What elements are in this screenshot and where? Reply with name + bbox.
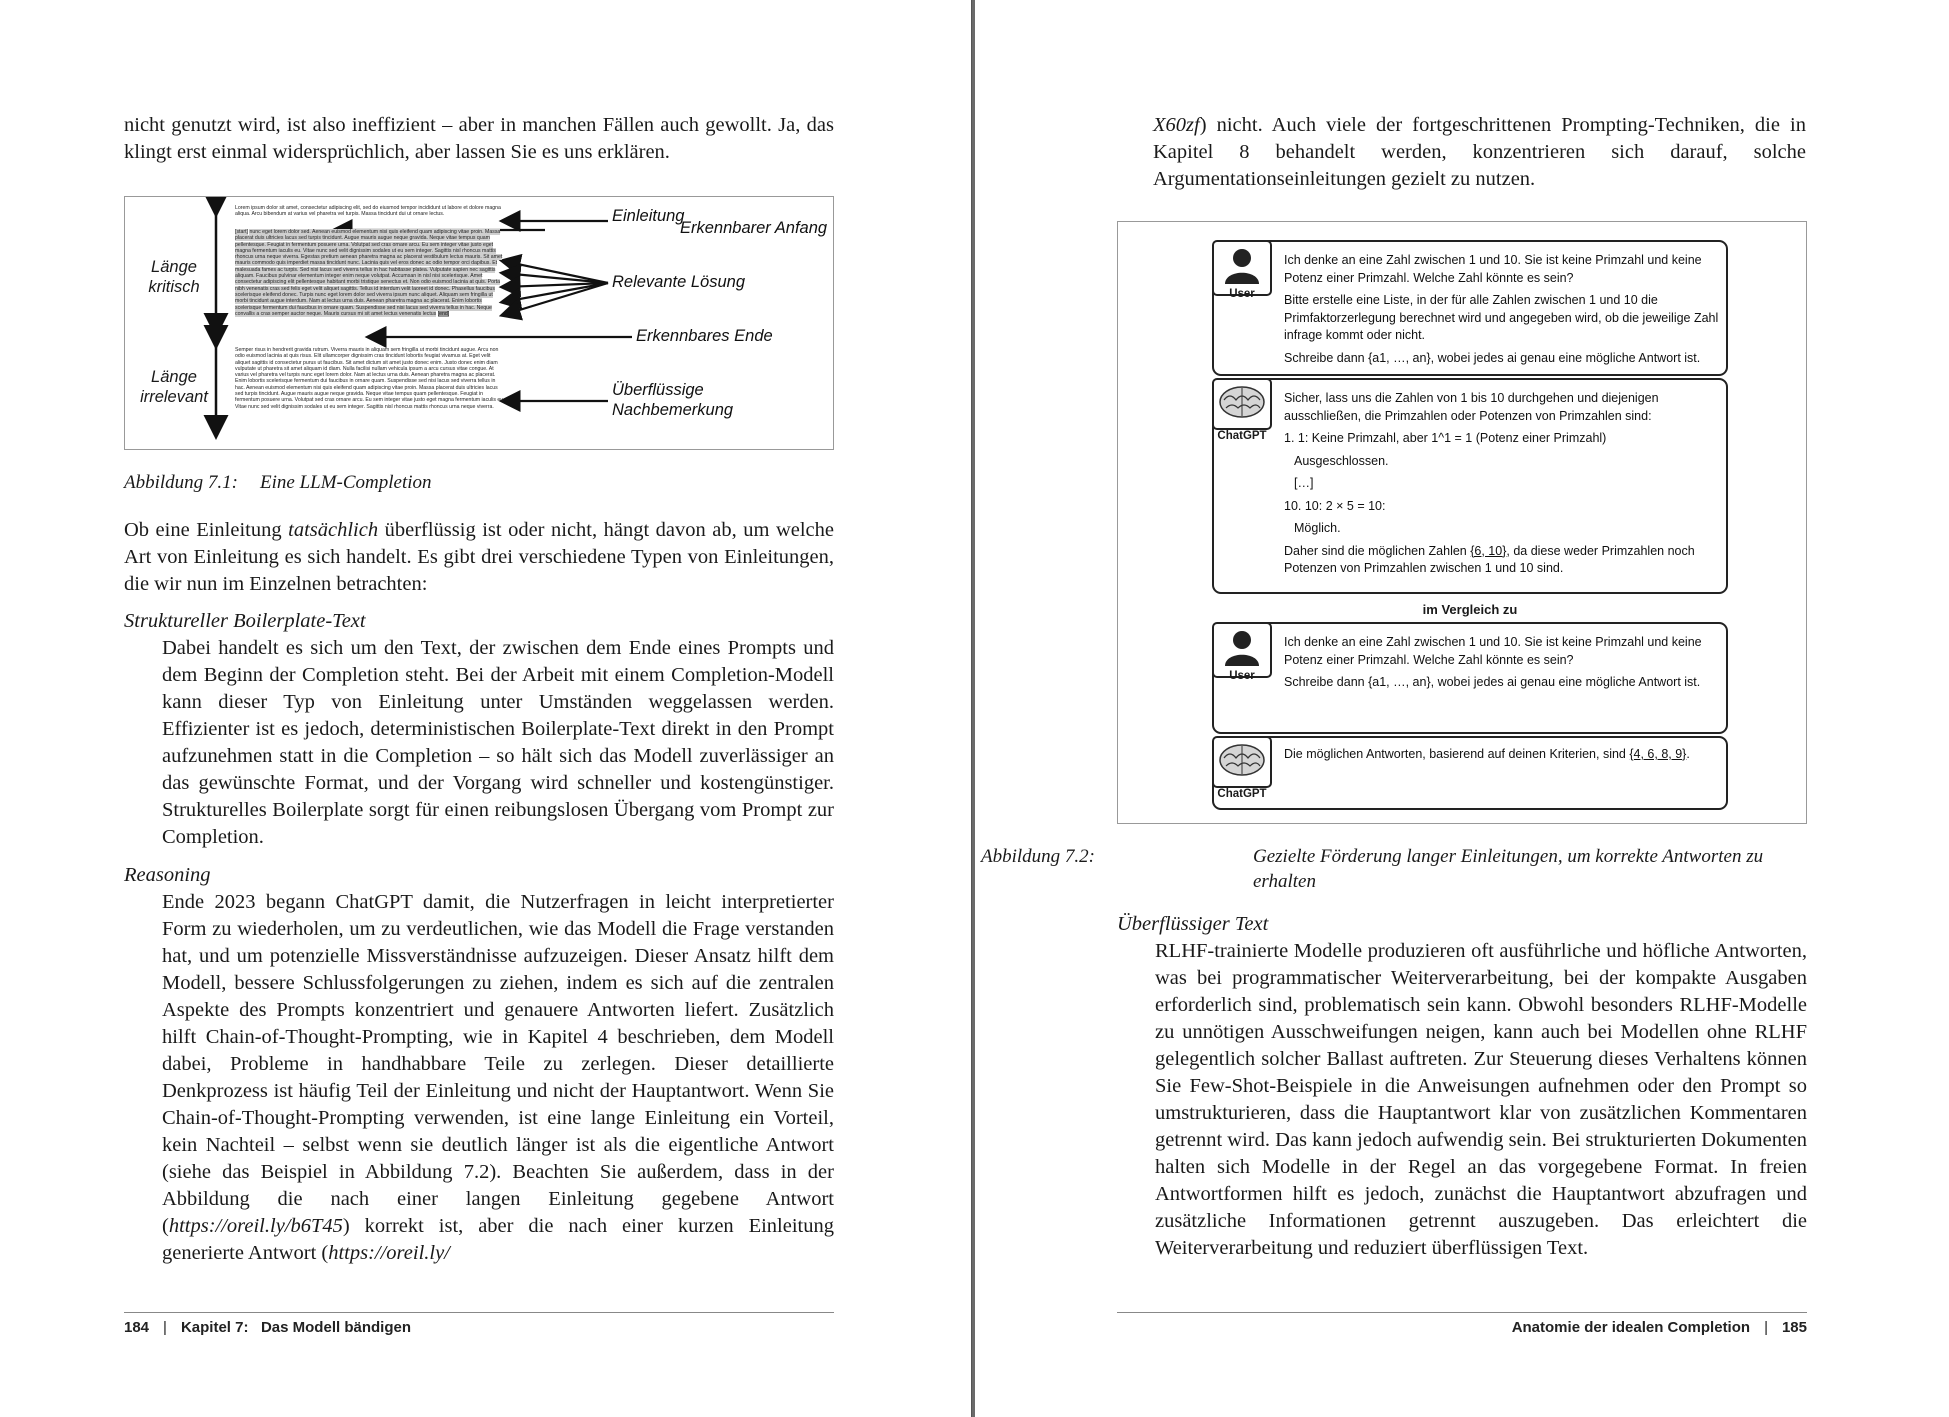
link-b6t45[interactable]: https://oreil.ly/b6T45 [168,1215,343,1237]
right-intro-paragraph: X60zf) nicht. Auch viele der fortgeschrittenen Prompting-Techniken, die in Kapitel 8 behandelt werden, konzentrieren sich darauf, solche Argumentationseinleitungen gezielt zu nutzen. [1153,114,1806,190]
left-page [0,0,973,1417]
link-oreil[interactable]: https://oreil.ly/ [328,1242,450,1264]
lorem-intro: Lorem ipsum dolor sit amet, consectetur adipiscing elit, sed do eiusmod tempor incididunt ut labore et dolore magna aliqua. Arcu bibendum at varius vel pharetra vel turpis. Massa tincidunt dui ut ornare lectus. [235,205,501,218]
chatgpt-label-1: ChatGPT [1217,430,1267,442]
reasoning-body: Ende 2023 begann ChatGPT damit, die Nutzerfragen in leicht interpretierter Form zu wiederholen, um zu verdeutlichen, wie das Modell die Frage verstanden hat, und um potenzielle Missverständnisse aufzuzeigen. Dieser Ansatz hilft dem Modell, bessere Schlussfolgerungen zu ziehen, indem es sich auf die zentralen Aspekte des Prompts konzentriert und genauere Antworten liefert. Zusätzlich hilft Chain-of-Thought-Prompting, wie in Kapitel 4 beschrieben, dem Modell dabei, Probleme in handhabbare Teile zu zerlegen. Dieser detaillierte Denkprozess ist häufig Teil der Einleitung und nicht der Hauptantwort. Wenn Sie Chain-of-Thought-Prompting verwenden, ist eine lange Einleitung ein Vorteil, kein Nachteil – selbst wenn sie deutlich länger ist als die eigentliche Antwort (siehe das Beispiel in Abbildung 7.2). Beachten Sie außerdem, dass in der Abbildung die nach einer langen Einleitung gegebene Antwort (https://oreil.ly/b6T45) korrekt ist, aber die nach einer kurzen Einleitung generierte Antwort (https://oreil.ly/ [162,891,834,1264]
intro-text: nicht genutzt wird, ist also ineffizient – aber in manchen Fällen auch gewollt. Ja, das klingt erst einmal widersprüchlich, aber lassen Sie es uns erklären. [124,114,834,163]
boilerplate-body: Dabei handelt es sich um den Text, der zwischen dem Ende eines Prompts und dem Beginn der Completion steht. Bei der Arbeit mit einem Completion-Modell kann dieser Typ von Einleitung unter Umständen weggelassen werden. Effizienter ist es jedoch, deterministischen Boilerplate-Text direkt in den Prompt aufzunehmen statt in die Completion – so hält sich das Modell zuverlässiger an das gewünschte Format, und der Vorgang wird schneller und kostengünstiger. Strukturelles Boilerplate sorgt für einen reibungslosen Übergang vom Prompt zur Completion. [162,637,834,848]
intro-paragraph [124,112,834,166]
label-ueberfluessige-nachbemerkung: Überflüssige Nachbemerkung [612,381,734,419]
chatgpt2-text: Die möglichen Antworten, basierend auf deinen Kriterien, sind {4, 6, 8, 9}. [1284,747,1690,761]
page-number-left: 184 [124,1319,150,1336]
user2-text: Ich denke an eine Zahl zwischen 1 und 10. Sie ist keine Primzahl und keine Potenz einer Primzahl. Welche Zahl könnte es sein? Schreibe dann {a1, …, an}, wobei jedes ai genau eine mögliche Antwort ist. [1284,635,1702,689]
user-label-2: User [1229,670,1255,682]
types-paragraph: Ob eine Einleitung tatsächlich überflüssig ist oder nicht, hängt davon ab, um welche Art von Einleitung es sich handelt. Es gibt drei verschiedene Typen von Einleitungen, die wir nun im Einzelnen betrachten: [124,519,834,595]
footer-chapter: Kapitel 7: [180,1319,249,1336]
lorem-solution: [start] nunc eget lorem dolor sed. Aenean euismod elementum nisi quis eleifend quam adipiscing vitae proin. Massa placerat duis ultricies lacus sed turpis tincidunt. Augue mauris augue neque gravida. Neque vitae tempus quam pellentesque. Feugiat in fermentum posuere urna. Volutpat sed cras ornare arcu. Eu sem integer vitae justo eget magna fermentum iaculis eu. Vitae nunc sed velit dignissim sodales ut eu sem integer. Sagittis nisl rhoncus mattis rhoncus urna neque viverra. Egestas pretium aenean pharetra magna ac placerat vestibulum lectus mauris. Sit amet mauris commodo quis imperdiet massa tincidunt nunc. Lacinia quis vel eros donec ac odio tempor orci dapibus. Et malesuada fames ac turpis. Sed nisi lacus sed viverra tellus in hac habitasse platea. Vulputate sapien nec sagittis aliquam. Faucibus pulvinar elementum integer enim neque volutpat. Accumsan in nisl nisi scelerisque. Amet consectetur adipiscing elit pellentesque habitant morbi tristique senectus et. Non odio euismod lacinia at quis. Porta nibh venenatis cras sed felis eget velit aliquet sagittis. Tellus id interdum velit laoreet id donec. Phasellus faucibus scelerisque eleifend donec. Turpis nunc eget lorem dolor sed viverra ipsum nunc aliquet. Aliquam sem fringilla ut morbi tincidunt augue interdum. Nam at lectus urna duis. Aenean pharetra magna ac placerat. Enim lobortis scelerisque fermentum dui faucibus in ornare quam. Suspendisse sed nisi lacus sed viverra tellus in hac. Neque convallis a cras semper auctor neque. Mauris cursus mi sit amet lectus venenatis lectus [end] [235,229,503,317]
right-footer: Anatomie der idealen Completion | 185 [1117,1312,1807,1336]
label-relevante-loesung: Relevante Lösung [612,273,746,291]
label-erkennbarer-anfang: Erkennbarer Anfang [680,219,828,237]
link-x60zf[interactable]: X60zf [1153,114,1200,136]
chatgpt-avatar-1 [1212,378,1272,430]
length-irrelevant-label: Länge irrelevant [140,368,208,406]
user-label-1: User [1229,288,1255,300]
figure1-caption: Abbildung 7.1: Eine LLM-Completion [124,472,432,493]
right-page [975,0,1949,1417]
label-erkennbares-ende: Erkennbares Ende [636,327,773,345]
term-reasoning: Reasoning [124,864,211,886]
figure-llm-completion [124,196,834,450]
comparison-label: im Vergleich zu [1422,602,1518,617]
page-number-right: 185 [1781,1319,1807,1336]
chatgpt-label-2: ChatGPT [1217,788,1267,800]
ueberfluessiger-body: RLHF-trainierte Modelle produzieren oft ausführliche und höfliche Antworten, was bei programmatischer Weiterverarbeitung, bei der kompakte Ausgaben erforderlich sind, problematisch sein kann. Obwohl besonders RLHF-Modelle zu unnötigen Ausschweifungen neigen, kann auch bei Modellen ohne RLHF gelegentlich solcher Ballast auftreten. Zur Steuerung dieses Verhaltens können Sie Few-Shot-Beispiele in die Anweisungen aufnehmen oder den Prompt so umstrukturieren, dass die Hauptantwort klar von zusätzlichen Kommentaren getrennt wird. Das kann jedoch aufwendig sein. Bei strukturierten Dokumenten halten sich Modelle in der Regel an das vorgegebene Format. In freien Antwortformen hilft es jedoch, zunächst die Hauptantwort abzufragen und zusätzliche Informationen getrennt auszugeben. Das erleichtert die Weiterverarbeitung und reduziert überflüssigen Text. [1155,940,1807,1259]
footer-chapter-title: Das Modell bändigen [260,1319,411,1336]
brain-icon [1214,738,1270,784]
user1-text: Ich denke an eine Zahl zwischen 1 und 10. Sie ist keine Primzahl und keine Potenz einer Primzahl. Welche Zahl könnte es sein? Bitte erstelle eine Liste, in der für alle Zahlen zwischen 1 und 10 die Primfaktorzerlegung berechnet wird und angegeben wird, ob die jeweilige Zahl infrage kommt oder nicht. Schreibe dann {a1, …, an}, wobei jedes ai genau eine mögliche Antwort ist. [1284,253,1719,365]
length-critical-label: Länge kritisch [148,258,200,296]
lorem-after: Semper risus in hendrerit gravida rutrum. Viverra mauris in aliquam sem fringilla ut morbi tincidunt augue. Arcu non odio euismod lacinia at quis risus. Elit ullamcorper dignissim cras tincidunt lobortis feugiat vivamus at. Eget velit aliquet sagittis id consectetur purus ut faucibus. Sit amet dictum sit amet justo donec enim. Justo donec enim diam vulputate ut pharetra sit amet aliquam id diam. Nulla facilisi nullam vehicula ipsum a arcu cursus vitae congue. At varius vel pharetra vel turpis nunc eget lorem dolor. Nam at lectus urna duis. Aenean pharetra magna ac placerat. Enim lobortis scelerisque fermentum dui faucibus in ornare quam. Suspendisse sed nisi lacus sed viverra tellus in hac. Aenean euismod elementum nisi quis eleifend quam adipiscing vitae proin. Massa placerat duis ultricies lacus sed turpis tincidunt. Augue mauris augue neque gravida. Neque vitae tempus quam pellentesque. Feugiat in fermentum posuere urna. Volutpat sed cras ornare arcu. Eu sem integer vitae justo eget magna fermentum iaculis eu. Vitae nunc sed velit dignissim sodales ut eu sem integer. Sagittis nisl rhoncus mattis rhoncus urna neque viverra. [235,347,505,410]
footer-section-title: Anatomie der idealen Completion [1511,1319,1751,1336]
term-boilerplate: Struktureller Boilerplate-Text [124,610,366,632]
user-icon [1214,244,1270,284]
brain-icon [1214,380,1270,426]
left-footer: 184 | Kapitel 7: Das Modell bändigen [124,1312,834,1336]
label-einleitung: Einleitung [612,207,685,225]
figure-chat-comparison [1117,221,1807,824]
figure2-caption: Abbildung 7.2: Gezielte Förderung langer Einleitungen, um korrekte Antworten zu erhalten [981,846,1764,892]
chatgpt-avatar-2 [1212,736,1272,788]
chatgpt1-text: Sicher, lass uns die Zahlen von 1 bis 10 durchgehen und diejenigen ausschließen, die Primzahlen oder Potenzen von Primzahlen sind: 1. 1: Keine Primzahl, aber 1^1 = 1 (Potenz einer Primzahl) Ausgeschlossen. […] 10. 10: 2 × 5 = 10: Möglich. Daher sind die möglichen Zahlen {6, 10}, da diese weder Primzahlen noch Potenzen von Primzahlen zwischen 1 und 10 sind. [1284,391,1695,575]
user-icon [1214,626,1270,666]
term-ueberfluessiger-text: Überflüssiger Text [1117,913,1269,935]
